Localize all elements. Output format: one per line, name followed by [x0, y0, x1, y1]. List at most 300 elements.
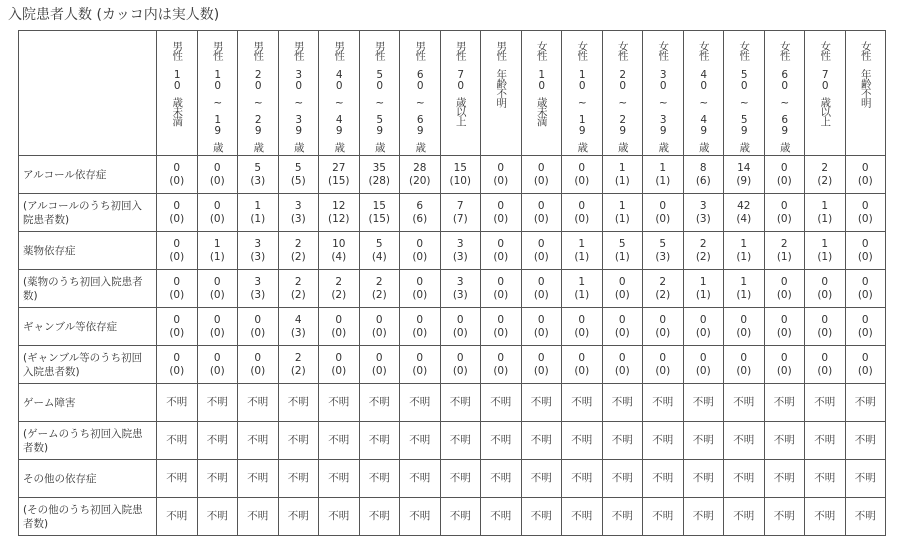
cell-actual-count: (7) [452, 212, 468, 225]
data-cell [319, 270, 360, 308]
data-cell [521, 232, 562, 270]
cell-actual-count: (0) [574, 174, 590, 187]
data-cell [157, 308, 198, 346]
cell-actual-count: (0) [574, 326, 590, 339]
cell-count: 0 [173, 161, 181, 174]
row-label: 薬物依存症 [19, 232, 157, 270]
cell-count: 0 [740, 313, 748, 326]
column-sex-label: 男性 [333, 40, 346, 60]
cell-count: 5 [294, 161, 302, 174]
table-row [19, 346, 886, 384]
data-cell [400, 498, 441, 536]
cell-count: 0 [497, 237, 505, 250]
column-age-label: 30 [292, 69, 305, 91]
data-cell [764, 384, 805, 422]
cell-count: 不明 [328, 396, 350, 408]
column-age-label: ~ [414, 97, 427, 108]
cell-actual-count: (0) [493, 364, 509, 377]
data-cell [764, 232, 805, 270]
cell-count: 2 [375, 275, 383, 288]
cell-count: 0 [375, 313, 383, 326]
column-sex-label: 男性 [252, 40, 265, 60]
column-age-label: 69 [778, 114, 791, 136]
row-label: (その他のうち初回入院患者数) [19, 498, 157, 536]
column-age-label: 歳以上 [454, 97, 467, 126]
cell-actual-count: (0) [533, 364, 549, 377]
data-cell [805, 460, 846, 498]
cell-actual-count: (0) [493, 212, 509, 225]
data-cell [805, 270, 846, 308]
column-header [845, 31, 886, 156]
column-header [521, 31, 562, 156]
data-cell [521, 422, 562, 460]
cell-count: 不明 [652, 396, 674, 408]
data-cell [197, 384, 238, 422]
row-label: アルコール依存症 [19, 156, 157, 194]
column-age-label: 49 [333, 114, 346, 136]
data-cell [400, 422, 441, 460]
cell-actual-count: (2) [695, 250, 711, 263]
data-cell [724, 460, 765, 498]
cell-count: 不明 [692, 434, 714, 446]
data-cell [278, 194, 319, 232]
data-cell [157, 422, 198, 460]
column-age-label: 歳未満 [171, 97, 184, 126]
data-cell [157, 270, 198, 308]
data-cell [400, 460, 441, 498]
cell-count: 不明 [490, 434, 512, 446]
data-cell [602, 232, 643, 270]
cell-count: 0 [213, 199, 221, 212]
cell-count: 0 [699, 351, 707, 364]
cell-count: 不明 [814, 434, 836, 446]
data-cell [278, 308, 319, 346]
data-cell [643, 498, 684, 536]
data-cell [562, 422, 603, 460]
cell-count: 1 [821, 199, 829, 212]
cell-actual-count: (0) [695, 326, 711, 339]
cell-actual-count: (0) [817, 288, 833, 301]
data-cell [724, 346, 765, 384]
cell-actual-count: (0) [209, 326, 225, 339]
table-row [19, 384, 886, 422]
cell-actual-count: (0) [169, 288, 185, 301]
data-cell [562, 498, 603, 536]
data-cell [845, 498, 886, 536]
data-cell [440, 156, 481, 194]
cell-actual-count: (0) [817, 364, 833, 377]
data-cell [845, 460, 886, 498]
cell-count: 3 [699, 199, 707, 212]
cell-count: 不明 [287, 434, 309, 446]
data-cell [278, 460, 319, 498]
data-cell [845, 308, 886, 346]
data-cell [157, 498, 198, 536]
cell-count: 0 [659, 199, 667, 212]
cell-count: 2 [294, 351, 302, 364]
column-age-label: 70 [454, 69, 467, 91]
data-cell [157, 156, 198, 194]
cell-count: 不明 [692, 396, 714, 408]
cell-count: 12 [332, 199, 346, 212]
data-cell [805, 156, 846, 194]
data-cell [359, 498, 400, 536]
cell-count: 不明 [368, 396, 390, 408]
cell-count: 不明 [409, 510, 431, 522]
data-cell [481, 346, 522, 384]
cell-count: 2 [294, 275, 302, 288]
cell-count: 不明 [611, 396, 633, 408]
column-age-label: 歳 [616, 142, 629, 152]
column-header [683, 31, 724, 156]
data-cell [845, 384, 886, 422]
cell-count: 不明 [854, 396, 876, 408]
cell-actual-count: (4) [371, 250, 387, 263]
data-cell [319, 194, 360, 232]
column-age-label: ~ [697, 97, 710, 108]
data-cell [724, 270, 765, 308]
data-cell [683, 384, 724, 422]
cell-actual-count: (15) [368, 212, 391, 225]
cell-count: 0 [780, 351, 788, 364]
cell-count: 不明 [814, 472, 836, 484]
cell-actual-count: (3) [452, 250, 468, 263]
cell-actual-count: (0) [250, 364, 266, 377]
cell-actual-count: (1) [614, 250, 630, 263]
table-row [19, 270, 886, 308]
cell-count: 0 [537, 351, 545, 364]
cell-actual-count: (1) [736, 250, 752, 263]
column-age-label: ~ [738, 97, 751, 108]
data-cell [724, 498, 765, 536]
column-age-label: 歳 [414, 142, 427, 152]
column-age-label: 50 [738, 69, 751, 91]
data-cell [562, 460, 603, 498]
column-header [481, 31, 522, 156]
cell-count: 3 [254, 237, 262, 250]
cell-count: 3 [456, 237, 464, 250]
cell-count: 0 [497, 275, 505, 288]
column-age-label: 19 [211, 114, 224, 136]
cell-count: 不明 [692, 472, 714, 484]
column-age-label: ~ [252, 97, 265, 108]
row-label: (薬物のうち初回入院患者数) [19, 270, 157, 308]
data-cell [643, 232, 684, 270]
data-cell [521, 270, 562, 308]
cell-count: 3 [254, 275, 262, 288]
cell-count: 0 [699, 313, 707, 326]
column-sex-label: 女性 [576, 40, 589, 60]
data-cell [805, 498, 846, 536]
column-age-label: 歳 [252, 142, 265, 152]
column-header [197, 31, 238, 156]
data-cell [440, 460, 481, 498]
cell-actual-count: (0) [817, 326, 833, 339]
cell-count: 不明 [652, 472, 674, 484]
cell-actual-count: (3) [695, 212, 711, 225]
cell-count: 0 [861, 275, 869, 288]
cell-actual-count: (1) [655, 174, 671, 187]
data-cell [521, 194, 562, 232]
data-cell [238, 270, 279, 308]
cell-count: 0 [173, 237, 181, 250]
data-cell [278, 156, 319, 194]
cell-actual-count: (4) [331, 250, 347, 263]
data-cell [683, 498, 724, 536]
data-cell [197, 308, 238, 346]
cell-count: 不明 [652, 510, 674, 522]
data-cell [683, 232, 724, 270]
cell-count: 1 [578, 275, 586, 288]
cell-actual-count: (3) [250, 174, 266, 187]
cell-actual-count: (0) [857, 174, 873, 187]
data-cell [278, 384, 319, 422]
cell-count: 不明 [247, 434, 269, 446]
data-cell [197, 270, 238, 308]
cell-actual-count: (0) [169, 364, 185, 377]
cell-actual-count: (0) [533, 250, 549, 263]
inpatient-table [18, 30, 886, 536]
cell-actual-count: (0) [533, 326, 549, 339]
cell-count: 0 [416, 275, 424, 288]
cell-count: 不明 [571, 472, 593, 484]
cell-count: 15 [453, 161, 467, 174]
column-age-label: ~ [373, 97, 386, 108]
data-cell [764, 346, 805, 384]
cell-actual-count: (6) [412, 212, 428, 225]
cell-actual-count: (0) [209, 174, 225, 187]
data-cell [481, 498, 522, 536]
cell-count: 0 [213, 275, 221, 288]
cell-actual-count: (0) [250, 326, 266, 339]
cell-count: 不明 [368, 434, 390, 446]
data-cell [359, 232, 400, 270]
cell-count: 不明 [409, 434, 431, 446]
column-age-label: 40 [333, 69, 346, 91]
cell-count: 不明 [206, 434, 228, 446]
data-cell [359, 460, 400, 498]
cell-actual-count: (0) [209, 364, 225, 377]
cell-actual-count: (2) [290, 364, 306, 377]
cell-actual-count: (3) [290, 326, 306, 339]
cell-count: 0 [173, 351, 181, 364]
cell-count: 0 [416, 237, 424, 250]
cell-count: 0 [254, 313, 262, 326]
column-age-label: 歳 [576, 142, 589, 152]
cell-count: 不明 [854, 472, 876, 484]
data-cell [643, 346, 684, 384]
cell-count: 不明 [733, 434, 755, 446]
column-sex-label: 女性 [616, 40, 629, 60]
cell-count: 不明 [247, 510, 269, 522]
cell-count: 27 [332, 161, 346, 174]
cell-count: 0 [456, 351, 464, 364]
column-age-label: 39 [292, 114, 305, 136]
cell-actual-count: (0) [412, 288, 428, 301]
data-cell [683, 194, 724, 232]
row-label: (ゲームのうち初回入院患者数) [19, 422, 157, 460]
data-cell [643, 384, 684, 422]
cell-actual-count: (0) [493, 288, 509, 301]
column-sex-label: 女性 [819, 40, 832, 60]
cell-actual-count: (3) [655, 250, 671, 263]
cell-count: 5 [659, 237, 667, 250]
cell-count: 8 [699, 161, 707, 174]
cell-count: 10 [332, 237, 346, 250]
table-body [19, 156, 886, 536]
cell-count: 不明 [652, 434, 674, 446]
data-cell [805, 232, 846, 270]
data-cell [683, 270, 724, 308]
cell-count: 不明 [166, 472, 188, 484]
cell-actual-count: (3) [250, 288, 266, 301]
cell-count: 不明 [206, 510, 228, 522]
data-cell [157, 194, 198, 232]
cell-count: 不明 [692, 510, 714, 522]
column-age-label: ~ [211, 97, 224, 108]
cell-actual-count: (3) [290, 212, 306, 225]
data-cell [278, 232, 319, 270]
cell-count: 0 [740, 351, 748, 364]
cell-actual-count: (0) [452, 364, 468, 377]
data-cell [278, 270, 319, 308]
data-cell [521, 460, 562, 498]
column-header [805, 31, 846, 156]
cell-count: 不明 [328, 510, 350, 522]
cell-count: 不明 [328, 434, 350, 446]
cell-actual-count: (15) [327, 174, 350, 187]
column-header [157, 31, 198, 156]
cell-count: 0 [618, 275, 626, 288]
cell-count: 7 [456, 199, 464, 212]
cell-actual-count: (0) [776, 288, 792, 301]
cell-count: 0 [861, 161, 869, 174]
column-age-label: 10 [211, 69, 224, 91]
cell-actual-count: (0) [574, 212, 590, 225]
cell-count: 0 [497, 199, 505, 212]
column-sex-label: 男性 [292, 40, 305, 60]
cell-count: 1 [578, 237, 586, 250]
data-cell [562, 194, 603, 232]
cell-count: 不明 [368, 510, 390, 522]
data-cell [481, 308, 522, 346]
data-cell [238, 384, 279, 422]
cell-actual-count: (20) [408, 174, 431, 187]
row-label: ゲーム障害 [19, 384, 157, 422]
cell-count: 2 [780, 237, 788, 250]
cell-count: 不明 [611, 510, 633, 522]
column-header [724, 31, 765, 156]
data-cell [805, 194, 846, 232]
cell-count: 15 [372, 199, 386, 212]
column-sex-label: 女性 [697, 40, 710, 60]
data-cell [805, 308, 846, 346]
cell-actual-count: (0) [655, 212, 671, 225]
data-cell [197, 156, 238, 194]
cell-actual-count: (0) [371, 326, 387, 339]
cell-count: 不明 [247, 396, 269, 408]
column-age-label: 60 [778, 69, 791, 91]
cell-count: 3 [456, 275, 464, 288]
data-cell [521, 498, 562, 536]
column-age-label: 歳以上 [819, 97, 832, 126]
cell-count: 不明 [733, 472, 755, 484]
data-cell [319, 498, 360, 536]
data-cell [278, 498, 319, 536]
data-cell [562, 346, 603, 384]
data-cell [724, 384, 765, 422]
cell-count: 不明 [530, 472, 552, 484]
data-cell [805, 422, 846, 460]
data-cell [278, 422, 319, 460]
cell-count: 0 [213, 313, 221, 326]
data-cell [359, 384, 400, 422]
data-cell [400, 194, 441, 232]
data-cell [643, 270, 684, 308]
data-cell [764, 194, 805, 232]
data-cell [643, 422, 684, 460]
cell-actual-count: (1) [817, 250, 833, 263]
cell-count: 不明 [854, 434, 876, 446]
cell-count: 不明 [530, 396, 552, 408]
cell-count: 不明 [611, 434, 633, 446]
cell-count: 不明 [773, 396, 795, 408]
cell-count: 0 [821, 351, 829, 364]
table-row [19, 308, 886, 346]
cell-actual-count: (1) [695, 288, 711, 301]
table-row [19, 498, 886, 536]
cell-actual-count: (3) [452, 288, 468, 301]
data-cell [643, 460, 684, 498]
data-cell [400, 156, 441, 194]
cell-actual-count: (0) [533, 212, 549, 225]
cell-actual-count: (0) [209, 288, 225, 301]
data-cell [238, 346, 279, 384]
cell-count: 6 [416, 199, 424, 212]
cell-actual-count: (4) [736, 212, 752, 225]
cell-actual-count: (12) [327, 212, 350, 225]
data-cell [238, 460, 279, 498]
column-age-label: ~ [576, 97, 589, 108]
cell-count: 1 [659, 161, 667, 174]
data-cell [400, 384, 441, 422]
data-cell [481, 422, 522, 460]
cell-actual-count: (0) [493, 326, 509, 339]
cell-count: 不明 [449, 434, 471, 446]
data-cell [602, 346, 643, 384]
cell-actual-count: (0) [857, 364, 873, 377]
cell-count: 0 [537, 313, 545, 326]
row-label: (ギャンブル等のうち初回入院患者数) [19, 346, 157, 384]
cell-actual-count: (0) [331, 364, 347, 377]
column-header [602, 31, 643, 156]
cell-count: 1 [740, 237, 748, 250]
data-cell [359, 346, 400, 384]
column-age-label: 39 [657, 114, 670, 136]
column-age-label: 30 [657, 69, 670, 91]
data-cell [319, 384, 360, 422]
cell-actual-count: (0) [493, 250, 509, 263]
data-cell [238, 194, 279, 232]
cell-actual-count: (0) [614, 288, 630, 301]
data-cell [643, 156, 684, 194]
column-age-label: 歳 [211, 142, 224, 152]
cell-count: 不明 [490, 472, 512, 484]
data-cell [197, 346, 238, 384]
cell-count: 1 [740, 275, 748, 288]
column-age-label: 59 [373, 114, 386, 136]
cell-count: 不明 [449, 396, 471, 408]
